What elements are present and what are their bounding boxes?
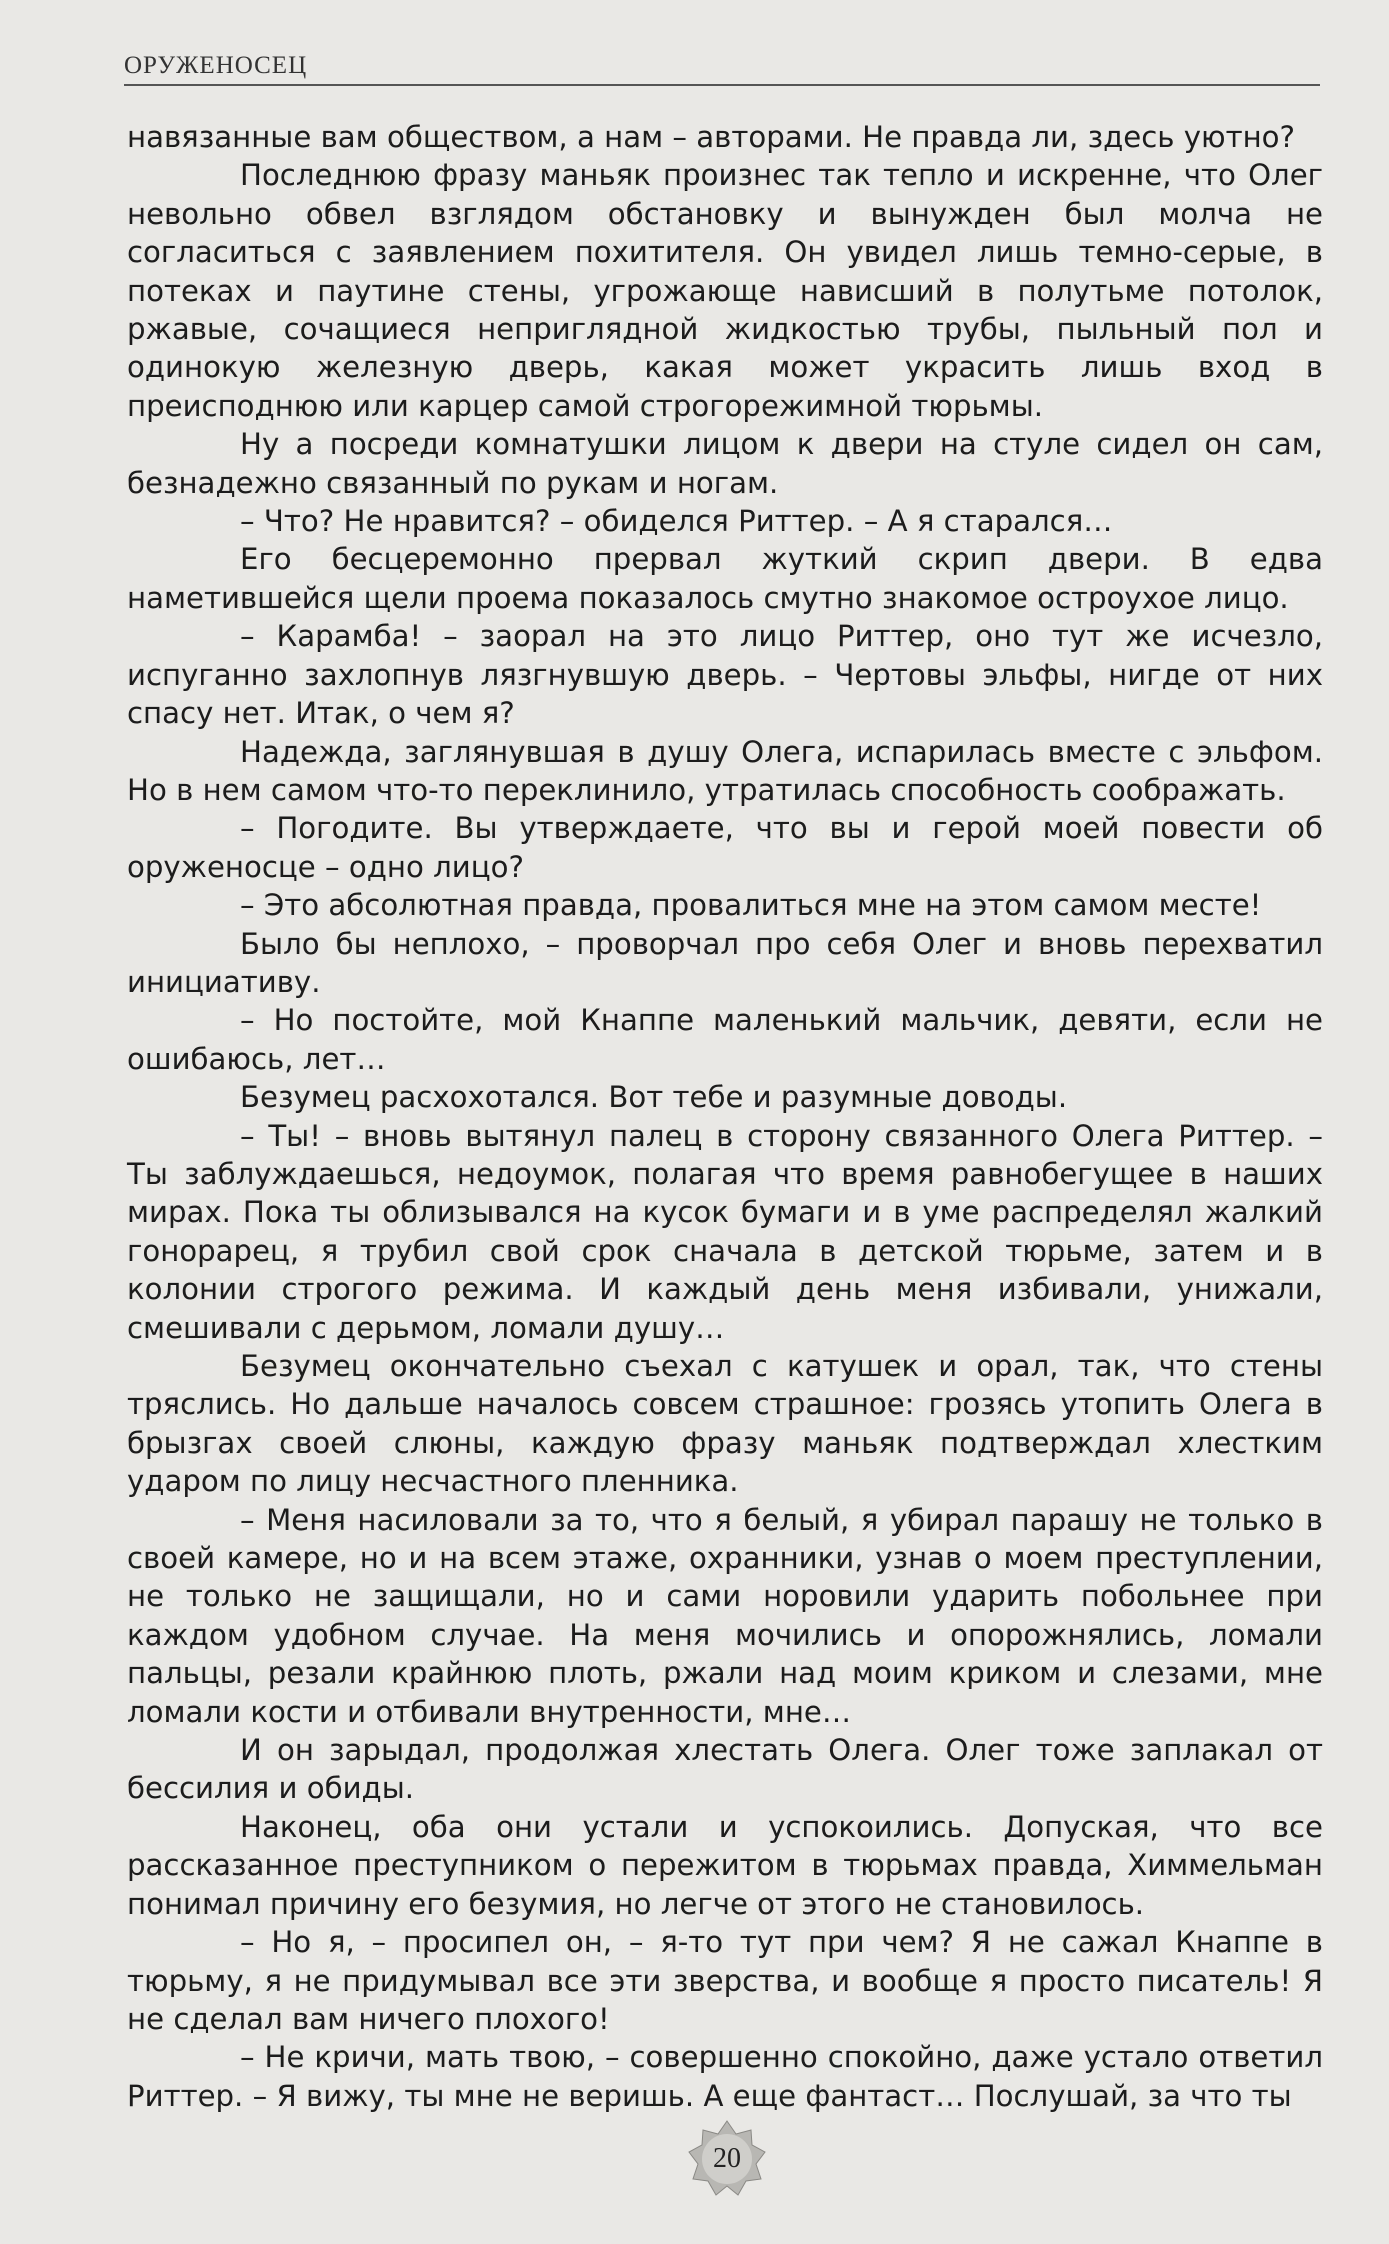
page-number-badge	[688, 2120, 766, 2198]
paragraph: И он зарыдал, продолжая хлестать Олега. Олег тоже заплакал от бессилия и обиды.	[127, 1733, 1323, 1806]
paragraph: – Но я, – просипел он, – я-то тут при чем? Я не сажал Кнаппе в тюрьму, я не придумывал все эти зверства, и вообще я просто писатель! Я не сделал вам ничего плохого!	[127, 1925, 1323, 2036]
paragraph: – Ты! – вновь вытянул палец в сторону связанного Олега Риттер. – Ты заблуждаешься, недоумок, полагая что время равнобегущее в наших мирах. Пока ты облизывался на кусок бумаги и в уме распределял жалкий гонорарец, я трубил свой срок сначала в детской тюрьме, затем и в колонии строгого режима. И каждый день меня избивали, унижали, смешивали с дерьмом, ломали душу…	[127, 1118, 1323, 1345]
paragraph: – Меня насиловали за то, что я белый, я убирал парашу не только в своей камере, но и на всем этаже, охранники, узнав о моем преступлении, не только не защищали, но и сами норовили ударить побольнее при каждом удобном случае. На меня мочились и опорожнялись, ломали пальцы, резали крайнюю плоть, ржали над моим криком и слезами, мне ломали кости и отбивали внутренности, мне…	[127, 1502, 1323, 1729]
paragraph: Ну а посреди комнатушки лицом к двери на стуле сидел он сам, безнадежно связанный по рукам и ногам.	[127, 427, 1323, 500]
page-number: 20	[713, 2143, 741, 2174]
running-title: ОРУЖЕНОСЕЦ	[124, 52, 308, 79]
paragraph: Надежда, заглянувшая в душу Олега, испарилась вместе с эльфом. Но в нем самом что-то переклинило, утратилась способность соображать.	[127, 734, 1323, 807]
paragraph: – Карамба! – заорал на это лицо Риттер, оно тут же исчезло, испуганно захлопнув лязгнувшую дверь. – Чертовы эльфы, нигде от них спасу нет. Итак, о чем я?	[127, 619, 1323, 731]
paragraph: – Погодите. Вы утверждаете, что вы и герой моей повести об оруженосце – одно лицо?	[127, 811, 1323, 884]
paragraph: – Но постойте, мой Кнаппе маленький мальчик, девяти, если не ошибаюсь, лет…	[127, 1003, 1323, 1076]
paragraph: – Не кричи, мать твою, – совершенно спокойно, даже устало ответил Риттер. – Я вижу, ты мне не веришь. А еще фантаст… Послушай, за что ты	[127, 2040, 1323, 2113]
paragraph: – Что? Не нравится? – обиделся Риттер. – А я старался…	[240, 504, 1113, 539]
paragraph: Наконец, оба они устали и успокоились. Допуская, что все рассказанное преступником о пережитом в тюрьмах правда, Химмельман понимал причину его безумия, но легче от этого не становилось.	[127, 1809, 1323, 1921]
paragraph: Безумец расхохотался. Вот тебе и разумные доводы.	[240, 1080, 1068, 1115]
paragraph: Было бы неплохо, – проворчал про себя Олег и вновь перехватил инициативу.	[127, 926, 1323, 999]
paragraph: Последнюю фразу маньяк произнес так тепло и искренне, что Олег невольно обвел взглядом обстановку и вынужден был молча не согласиться с заявлением похитителя. Он увидел лишь темно-серые, в потеках и паутине стены, угрожающе нависший в полутьме потолок, ржавые, сочащиеся неприглядной жидкостью трубы, пыльный пол и одинокую железную дверь, какая может украсить лишь вход в преисподнюю или карцер самой строгорежимной тюрьмы.	[127, 158, 1323, 423]
page-header	[124, 44, 1320, 86]
paragraph: – Это абсолютная правда, провалиться мне на этом самом месте!	[240, 888, 1262, 923]
paragraph: навязанные вам обществом, а нам – авторами. Не правда ли, здесь уютно?	[127, 120, 1296, 154]
paragraph: Безумец окончательно съехал с катушек и орал, так, что стены тряслись. Но дальше началось совсем страшное: грозясь утопить Олега в брызгах своей слюны, каждую фразу маньяк подтверждал хлестким ударом по лицу несчастного пленника.	[127, 1349, 1323, 1499]
paragraph: Его бесцеремонно прервал жуткий скрип двери. В едва наметившейся щели проема показалось смутно знакомое остроухое лицо.	[127, 542, 1323, 615]
body-text	[127, 118, 1323, 2115]
